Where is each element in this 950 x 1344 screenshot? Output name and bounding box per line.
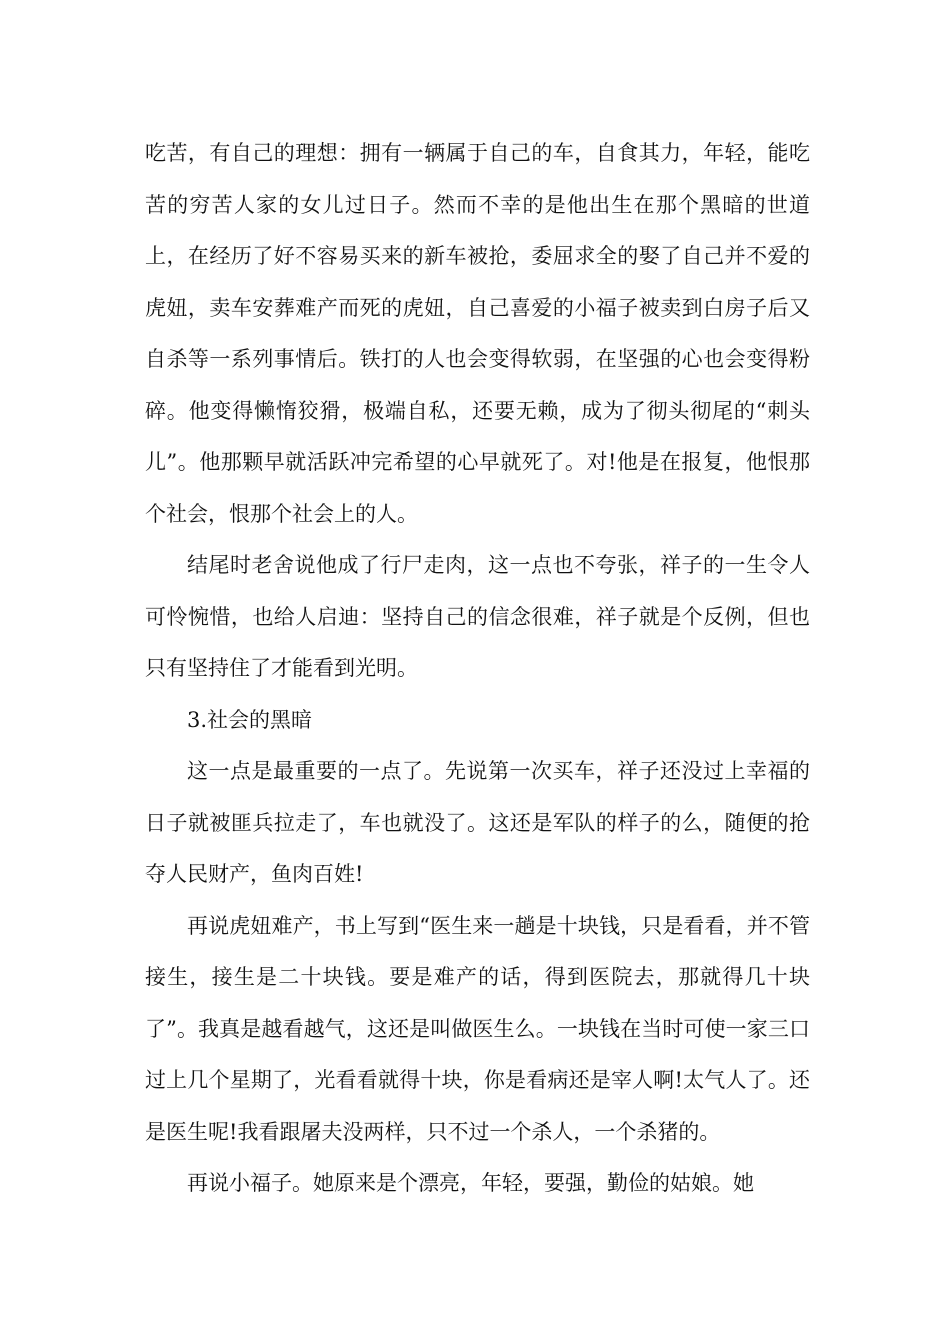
section-heading: 3.社会的黑暗 (187, 707, 313, 732)
paragraph-5: 再说小福子。她原来是个漂亮，年轻，要强，勤俭的姑娘。她 (187, 1171, 754, 1195)
paragraph-3: 这一点是最重要的一点了。先说第一次买车，祥子还没过上幸福的日子就被匪兵拉走了，车也就没了。这还是军队的样子的么，随便的抢夺人民财产，鱼肉百姓! (145, 759, 810, 886)
paragraph-4: 再说虎妞难产，书上写到“医生来一趟是十块钱，只是看看，并不管接生，接生是二十块钱。要是难产的话，得到医院去，那就得几十块了”。我真是越看越气，这还是叫做医生么。一块钱在当时可使一家三口过上几个星期了，光看看就得十块，你是看病还是宰人啊!太气人了。还是医生呢!我看跟屠夫没两样，只不过一个杀人，一个杀猪的。 (145, 913, 810, 1144)
document-body (145, 128, 810, 1210)
paragraph-1: 吃苦，有自己的理想：拥有一辆属于自己的车，自食其力，年轻，能吃苦的穷苦人家的女儿过日子。然而不幸的是他出生在那个黑暗的世道上，在经历了好不容易买来的新车被抢，委屈求全的娶了自己并不爱的虎妞，卖车安葬难产而死的虎妞，自己喜爱的小福子被卖到白房子后又自杀等一系列事情后。铁打的人也会变得软弱，在坚强的心也会变得粉碎。他变得懒惰狡猾，极端自私，还要无赖，成为了彻头彻尾的“刺头儿”。他那颗早就活跃冲完希望的心早就死了。对!他是在报复，他恨那个社会，恨那个社会上的人。 (145, 141, 810, 526)
paragraph-2: 结尾时老舍说他成了行尸走肉，这一点也不夸张，祥子的一生令人可怜惋惜，也给人启迪：坚持自己的信念很难，祥子就是个反例，但也只有坚持住了才能看到光明。 (145, 553, 810, 680)
